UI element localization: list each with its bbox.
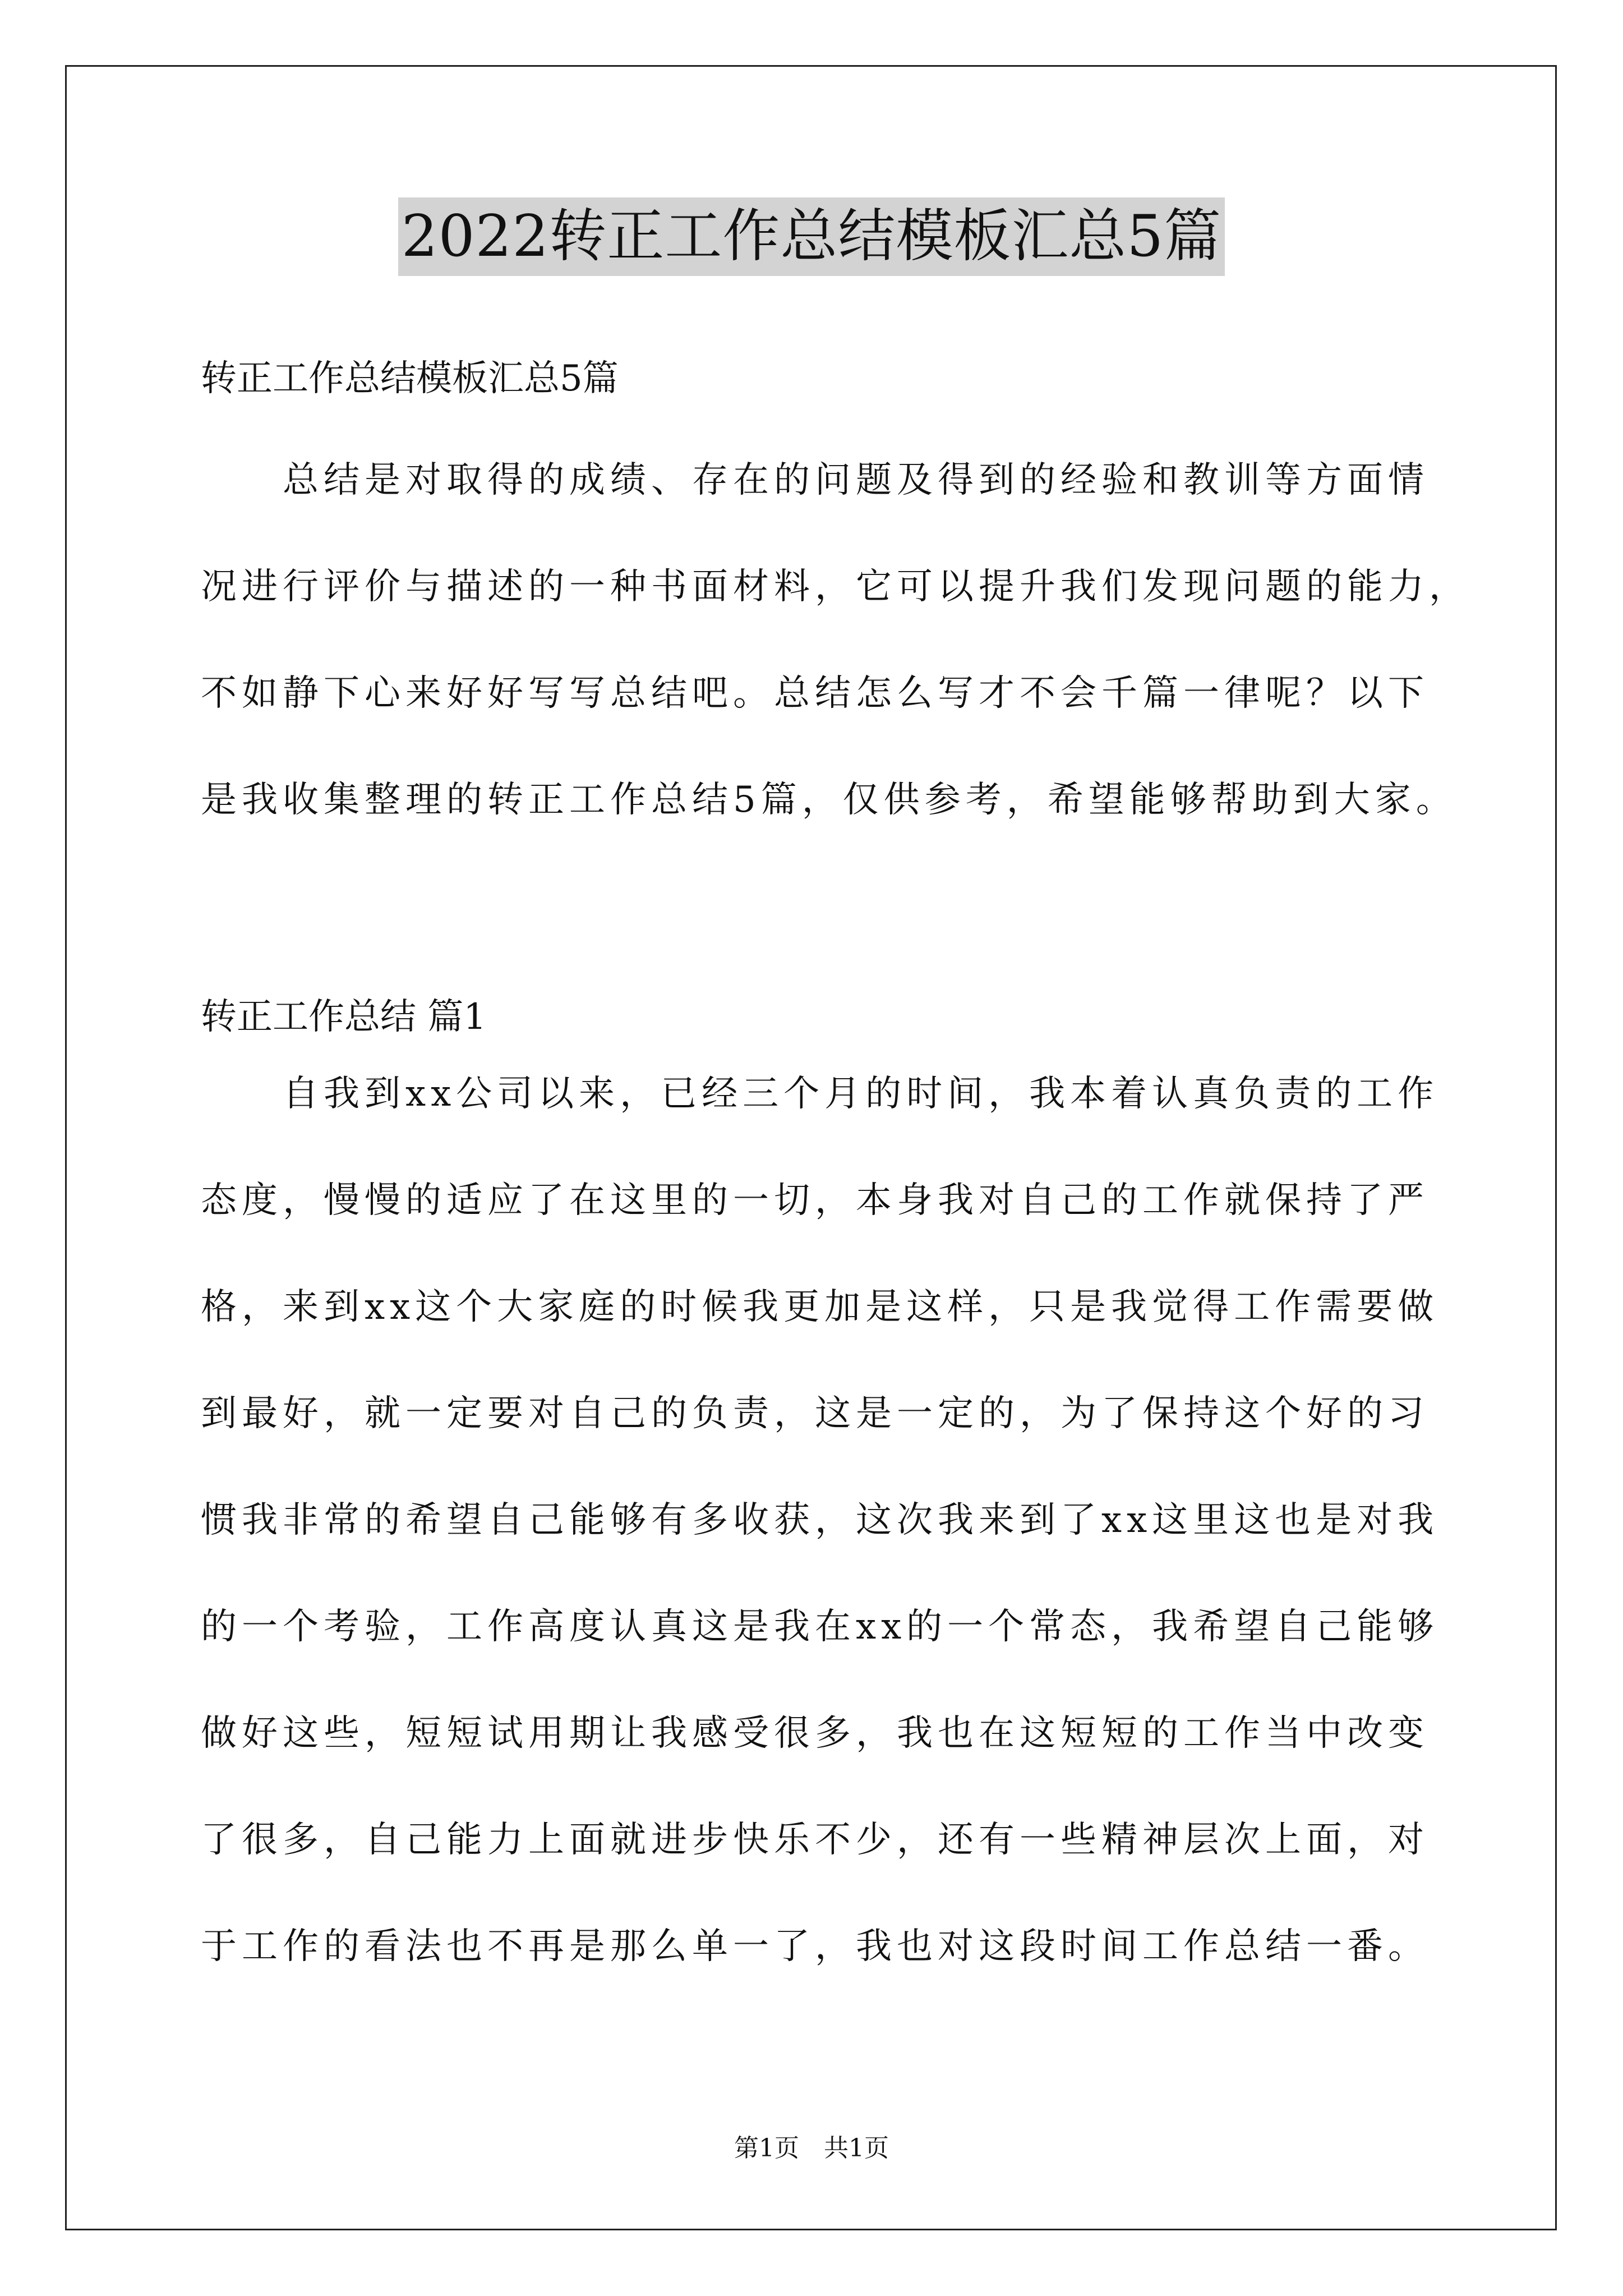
intro-paragraph bbox=[201, 453, 1470, 880]
paragraph-line: 了很多，自己能力上面就进步快乐不少，还有一些精神层次上面，对 bbox=[201, 1819, 1429, 1861]
document-title: 2022转正工作总结模板汇总5篇 bbox=[398, 197, 1225, 276]
paragraph-line: 自我到xx公司以来，已经三个月的时间，我本着认真负责的工作 bbox=[283, 1073, 1439, 1115]
paragraph-line: 惯我非常的希望自己能够有多收获，这次我来到了xx这里这也是对我 bbox=[201, 1499, 1439, 1541]
paragraph-line: 于工作的看法也不再是那么单一了，我也对这段时间工作总结一番。 bbox=[201, 1926, 1429, 1967]
paragraph-line: 况进行评价与描述的一种书面材料，它可以提升我们发现问题的能力， bbox=[201, 566, 1470, 608]
paragraph-line: 不如静下心来好好写写总结吧。总结怎么写才不会千篇一律呢？以下 bbox=[201, 673, 1429, 714]
paragraph-line: 是我收集整理的转正工作总结5篇，仅供参考，希望能够帮助到大家。 bbox=[201, 779, 1457, 821]
paragraph-line: 态度，慢慢的适应了在这里的一切，本身我对自己的工作就保持了严 bbox=[201, 1180, 1429, 1221]
paragraph-line: 做好这些，短短试用期让我感受很多，我也在这短短的工作当中改变 bbox=[201, 1713, 1429, 1754]
paragraph-line: 总结是对取得的成绩、存在的问题及得到的经验和教训等方面情 bbox=[283, 459, 1429, 501]
document-subtitle: 转正工作总结模板汇总5篇 bbox=[201, 358, 619, 399]
section-paragraph bbox=[201, 1067, 1440, 2026]
section-heading: 转正工作总结 篇1 bbox=[201, 996, 487, 1038]
paragraph-line: 的一个考验，工作高度认真这是我在xx的一个常态，我希望自己能够 bbox=[201, 1606, 1439, 1648]
paragraph-line: 到最好，就一定要对自己的负责，这是一定的，为了保持这个好的习 bbox=[201, 1393, 1429, 1434]
paragraph-line: 格，来到xx这个大家庭的时候我更加是这样，只是我觉得工作需要做 bbox=[201, 1286, 1439, 1328]
page-footer: 第1页 共1页 bbox=[734, 2134, 889, 2162]
